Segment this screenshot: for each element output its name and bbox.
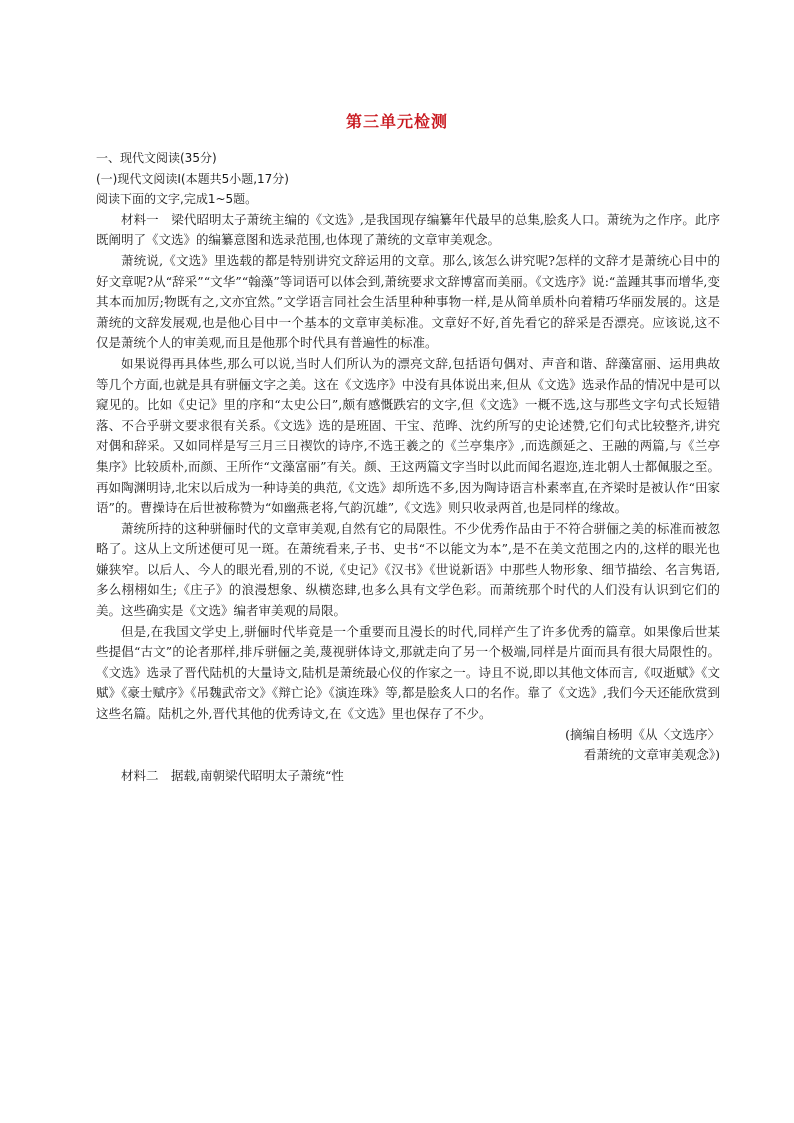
instruction-text: 阅读下面的文字,完成1~5题。	[96, 192, 258, 207]
section-heading: 一、现代文阅读(35分)	[96, 151, 217, 165]
source-citation-line2: 看萧统的文章审美观念》)	[583, 747, 720, 763]
paragraph: 如果说得再具体些,那么可以说,当时人们所认为的漂亮文辞,包括语句偶对、声音和谐、辞藻富丽、运用典故等几个方面,也就是具有骈俪文字之美。这在《文选序》中没有具体说出来,但从《文选》选录作品的情况中是可以窥见的。比如《史记》里的序和“太史公曰”,颇有感慨跌宕的文字,但《文选》一概不选,这与那些文字句式长短错落、不合乎骈文要求很有关系。《文选》选的是班固、干宝、范晔、沈约所写的史论述赞,它们句式比较整齐,讲究对偶和辞采。又如同样是写三月三日禊饮的诗序,不选王羲之的《兰亭集序》,而选颜延之、王融的两篇,与《兰亭集序》比较质朴,而颜、王所作“文藻富丽”有关。颜、王这两篇文字当时以此而闻名遐迩,连北朝人士都佩服之至。再如陶渊明诗,北宋以后成为一种诗美的典范,《文选》却所选不多,因为陶诗语言朴素率直,在齐梁时是被认作“田家语”的。曹操诗在后世被称赞为“如幽燕老将,气韵沉雄”,《文选》则只收录两首,也是同样的缘故。	[96, 355, 720, 516]
document-body	[96, 148, 720, 786]
paragraph-material-one: 材料一 梁代昭明太子萧统主编的《文选》,是我国现存编纂年代最早的总集,脍炙人口。萧统为之作序。此序既阐明了《文选》的编纂意图和选录范围,也体现了萧统的文章审美观念。	[96, 211, 720, 248]
paragraph: 但是,在我国文学史上,骈俪时代毕竟是一个重要而且漫长的时代,同样产生了许多优秀的篇章。如果像后世某些提倡“古文”的论者那样,排斥骈俪之美,蔑视骈体诗文,那就走向了另一个极端,同样是片面而具有很大局限性的。《文选》选录了晋代陆机的大量诗文,陆机是萧统最心仪的作家之一。诗且不说,即以其他文体而言,《叹逝赋》《文赋》《豪士赋序》《吊魏武帝文》《辩亡论》《演连珠》等,都是脍炙人口的名作。靠了《文选》,我们今天还能欣赏到这些名篇。陆机之外,晋代其他的优秀诗文,在《文选》里也保存了不少。	[96, 623, 720, 722]
page-title: 第三单元检测	[345, 112, 448, 131]
paragraph-material-two: 材料二 据载,南朝梁代昭明太子萧统“性	[121, 767, 344, 783]
source-citation-line1: (摘编自杨明《从〈文选序〉	[565, 726, 720, 742]
subsection-heading: (一)现代文阅读Ⅰ(本题共5小题,17分)	[96, 171, 289, 186]
paragraph: 萧统所持的这种骈俪时代的文章审美观,自然有它的局限性。不少优秀作品由于不符合骈俪之美的标准而被忽略了。这从上文所述便可见一斑。在萧统看来,子书、史书“不以能文为本”,是不在美文范围之内的,这样的眼光也嫌狭窄。以后人、今人的眼光看,别的不说,《史记》《汉书》《世说新语》中那些人物形象、细节描绘、名言隽语,多么栩栩如生;《庄子》的浪漫想象、纵横恣肆,也多么具有文学色彩。而萧统那个时代的人们没有认识到它们的美。这些确实是《文选》编者审美观的局限。	[96, 520, 720, 619]
paragraph: 萧统说,《文选》里选载的都是特别讲究文辞运用的文章。那么,该怎么讲究呢?怎样的文辞才是萧统心目中的好文章呢?从“辞采”“文华”“翰藻”等词语可以体会到,萧统要求文辞博富而美丽。《文选序》说:“盖踵其事而增华,变其本而加厉;物既有之,文亦宜然。”文学语言同社会生活里种种事物一样,是从简单质朴向着精巧华丽发展的。这是萧统的文辞发展观,也是他心目中一个基本的文章审美标准。文章好不好,首先看它的辞采是否漂亮。应该说,这不仅是萧统个人的审美观,而且是他那个时代具有普遍性的标准。	[96, 252, 720, 351]
